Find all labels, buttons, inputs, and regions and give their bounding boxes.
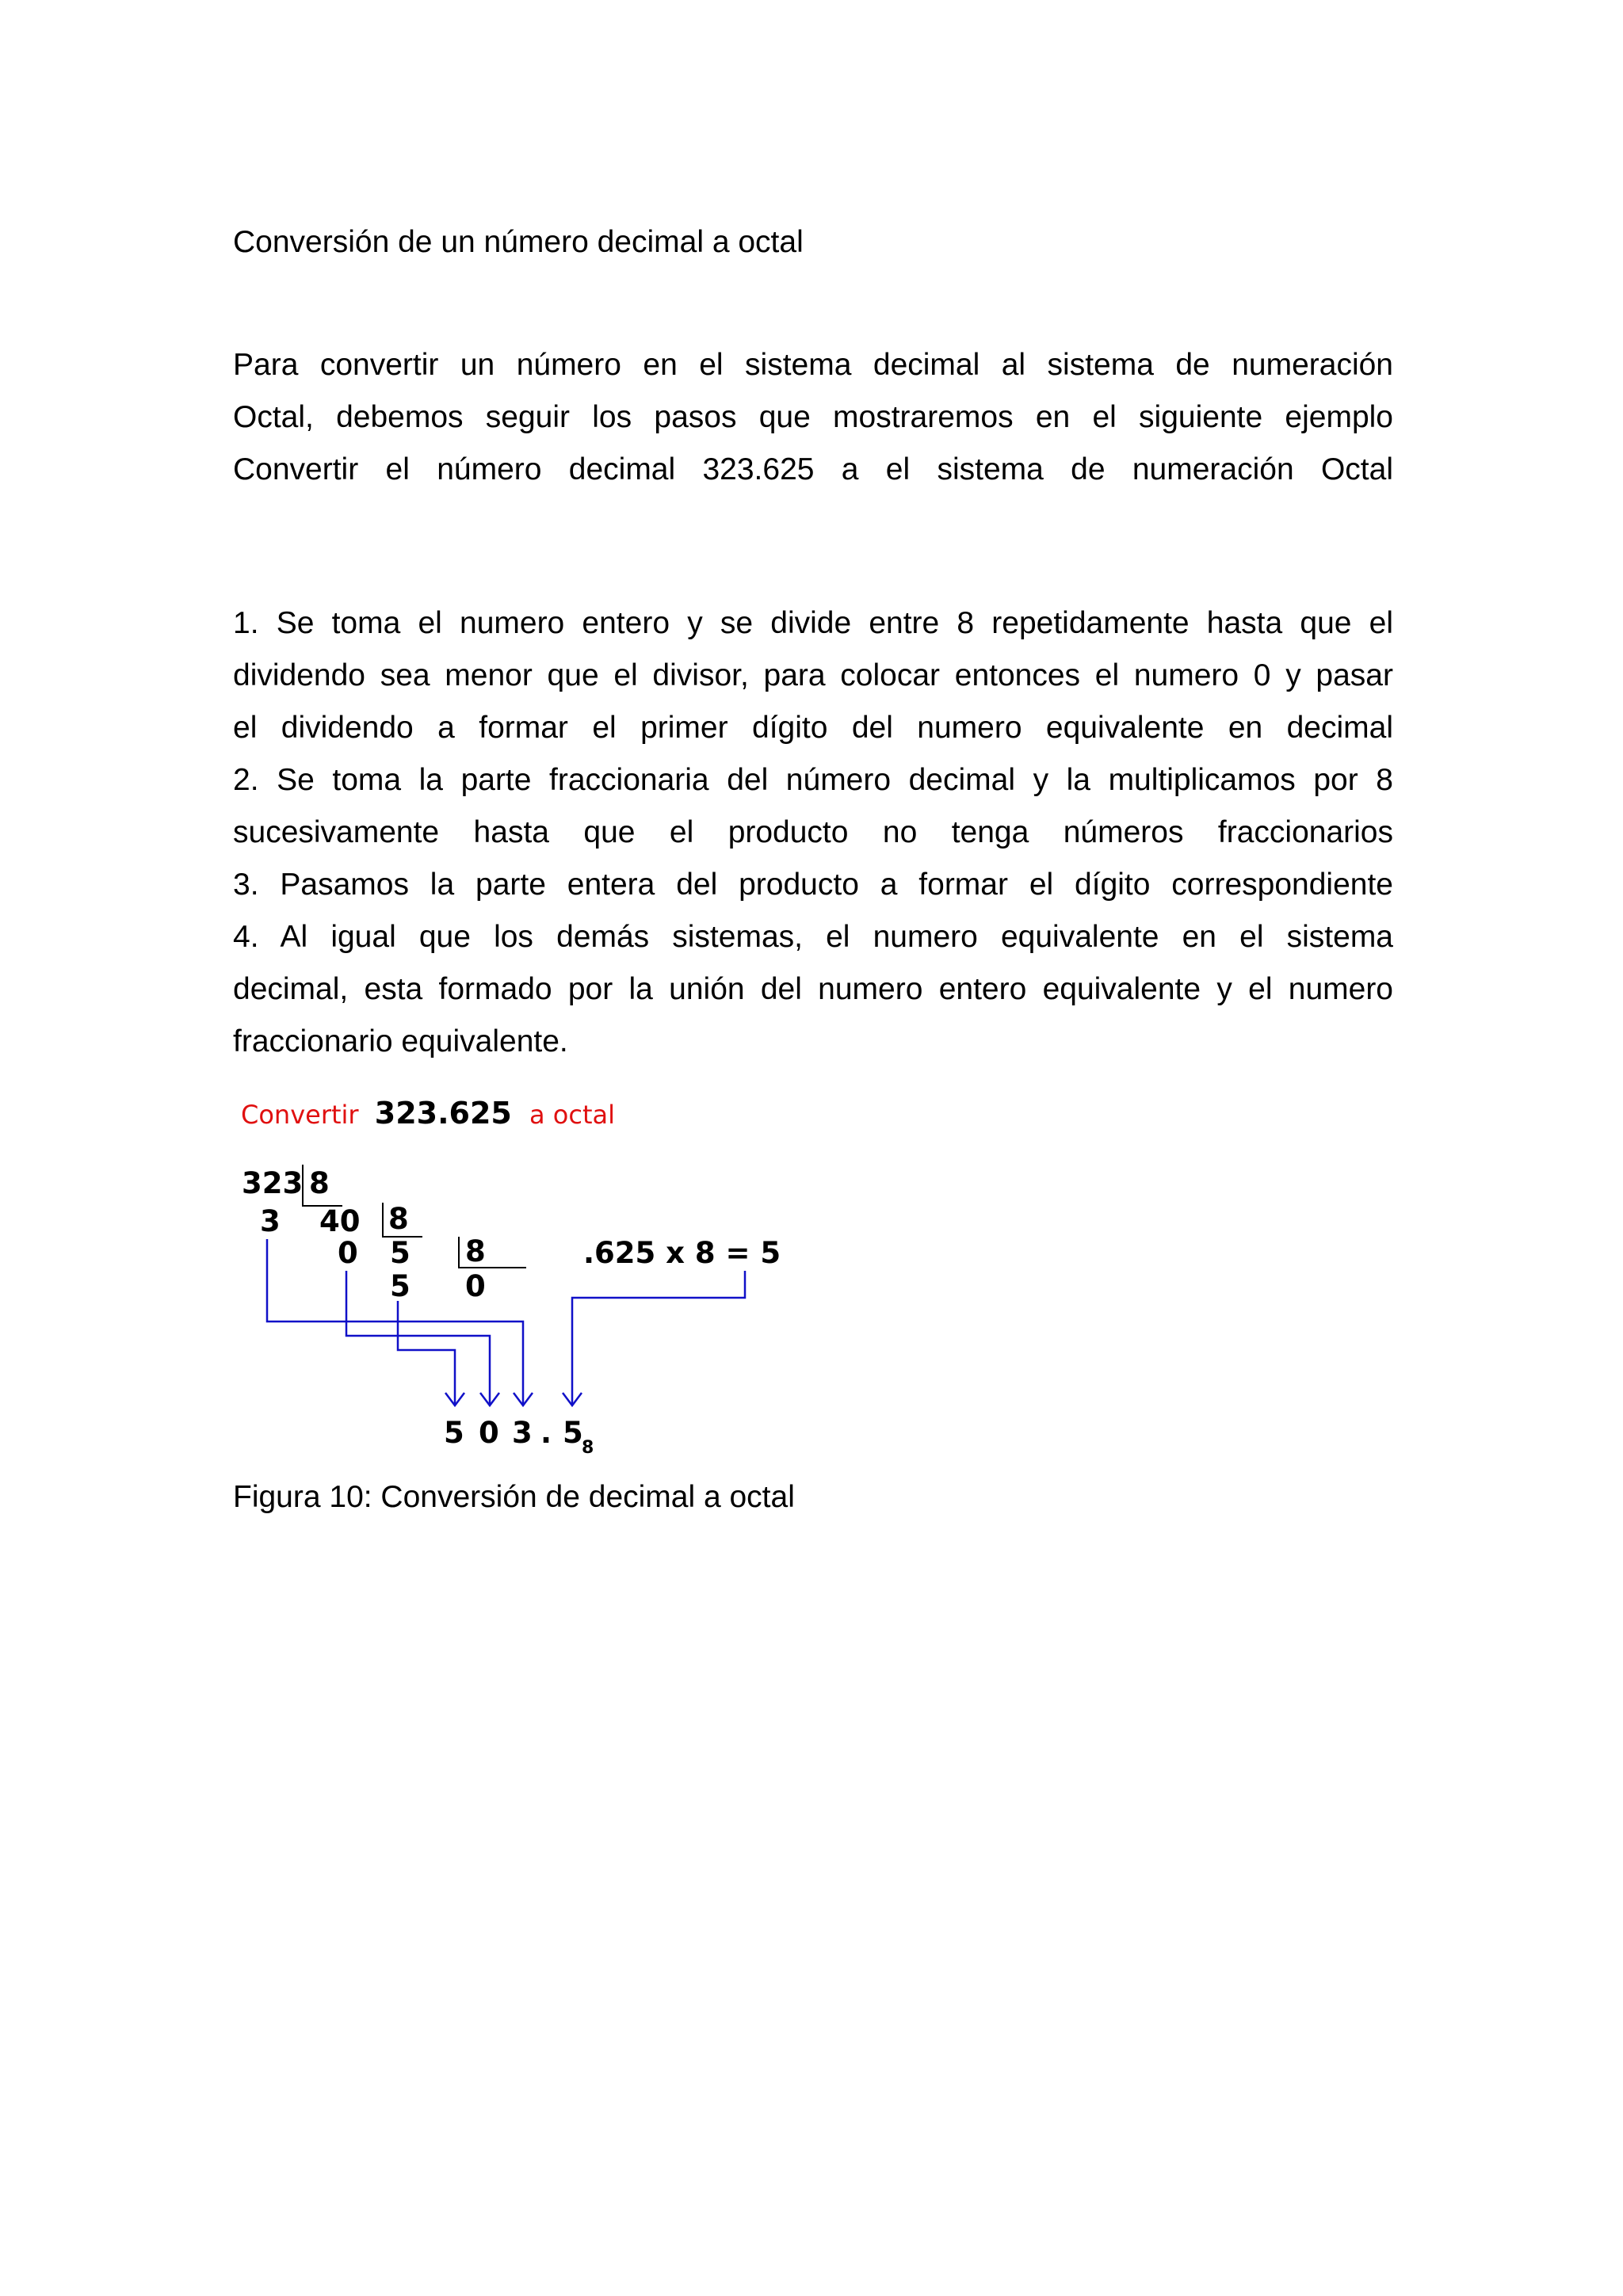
divisor-3: 8 — [465, 1234, 486, 1268]
conversion-figure — [230, 1092, 832, 1464]
quotient-1: 40 — [319, 1204, 361, 1238]
conversion-diagram — [230, 1092, 832, 1464]
intro-line: Para convertir un número en el sistema decimal al sistema de numeración — [233, 348, 1393, 382]
divisor-1: 8 — [309, 1166, 330, 1200]
step-line: 1. Se toma el numero entero y se divide entre 8 repetidamente hasta que el — [233, 606, 1393, 640]
heading-number: 323.625 — [374, 1096, 512, 1131]
remainder-2: 0 — [338, 1236, 358, 1270]
step-line: el dividendo a formar el primer dígito del numero equivalente en decimal — [233, 711, 1393, 745]
step-line: 3. Pasamos la parte entera del producto a formar el dígito correspondiente — [233, 868, 1393, 902]
dividend: 323 — [242, 1166, 304, 1200]
step-line: fraccionario equivalente. — [233, 1024, 568, 1058]
intro-paragraph — [233, 339, 1393, 496]
result-digit: 0 — [479, 1416, 499, 1450]
step-line: 2. Se toma la parte fraccionaria del número decimal y la multiplicamos por 8 — [233, 763, 1393, 797]
step-line: sucesivamente hasta que el producto no tenga números fraccionarios — [233, 815, 1393, 849]
result-number — [444, 1416, 594, 1458]
step-line: 4. Al igual que los demás sistemas, el numero equivalente en el sistema — [233, 920, 1393, 954]
arrow-remainder-3 — [398, 1301, 455, 1404]
result-base-subscript: 8 — [582, 1438, 594, 1458]
intro-line: Octal, debemos seguir los pasos que mostraremos en el siguiente ejemplo — [233, 400, 1393, 434]
fraction-equation: .625 x 8 = 5 — [583, 1236, 781, 1270]
arrow-fraction — [572, 1271, 745, 1404]
heading-suffix: a octal — [529, 1100, 615, 1130]
step-line: dividendo sea menor que el divisor, para colocar entonces el numero 0 y pasar — [233, 658, 1393, 692]
quotient-2: 5 — [390, 1236, 411, 1270]
intro-line: Convertir el número decimal 323.625 a el sistema de numeración Octal — [233, 452, 1393, 486]
result-point: . — [540, 1416, 552, 1450]
figure-heading — [241, 1096, 615, 1131]
result-digit: 5 — [444, 1416, 464, 1450]
steps-paragraph — [233, 597, 1393, 1068]
result-digit: 5 — [563, 1416, 583, 1450]
figure-caption: Figura 10: Conversión de decimal a octal — [233, 1480, 795, 1514]
division-numbers — [242, 1166, 781, 1303]
divisor-2: 8 — [388, 1202, 409, 1236]
section-title: Conversión de un número decimal a octal — [233, 225, 804, 259]
step-line: decimal, esta formado por la unión del numero entero equivalente y el numero — [233, 972, 1393, 1006]
remainder-3: 5 — [390, 1269, 411, 1303]
remainder-1: 3 — [260, 1204, 281, 1238]
quotient-3: 0 — [465, 1269, 486, 1303]
heading-prefix: Convertir — [241, 1100, 359, 1130]
result-digit: 3 — [512, 1416, 533, 1450]
